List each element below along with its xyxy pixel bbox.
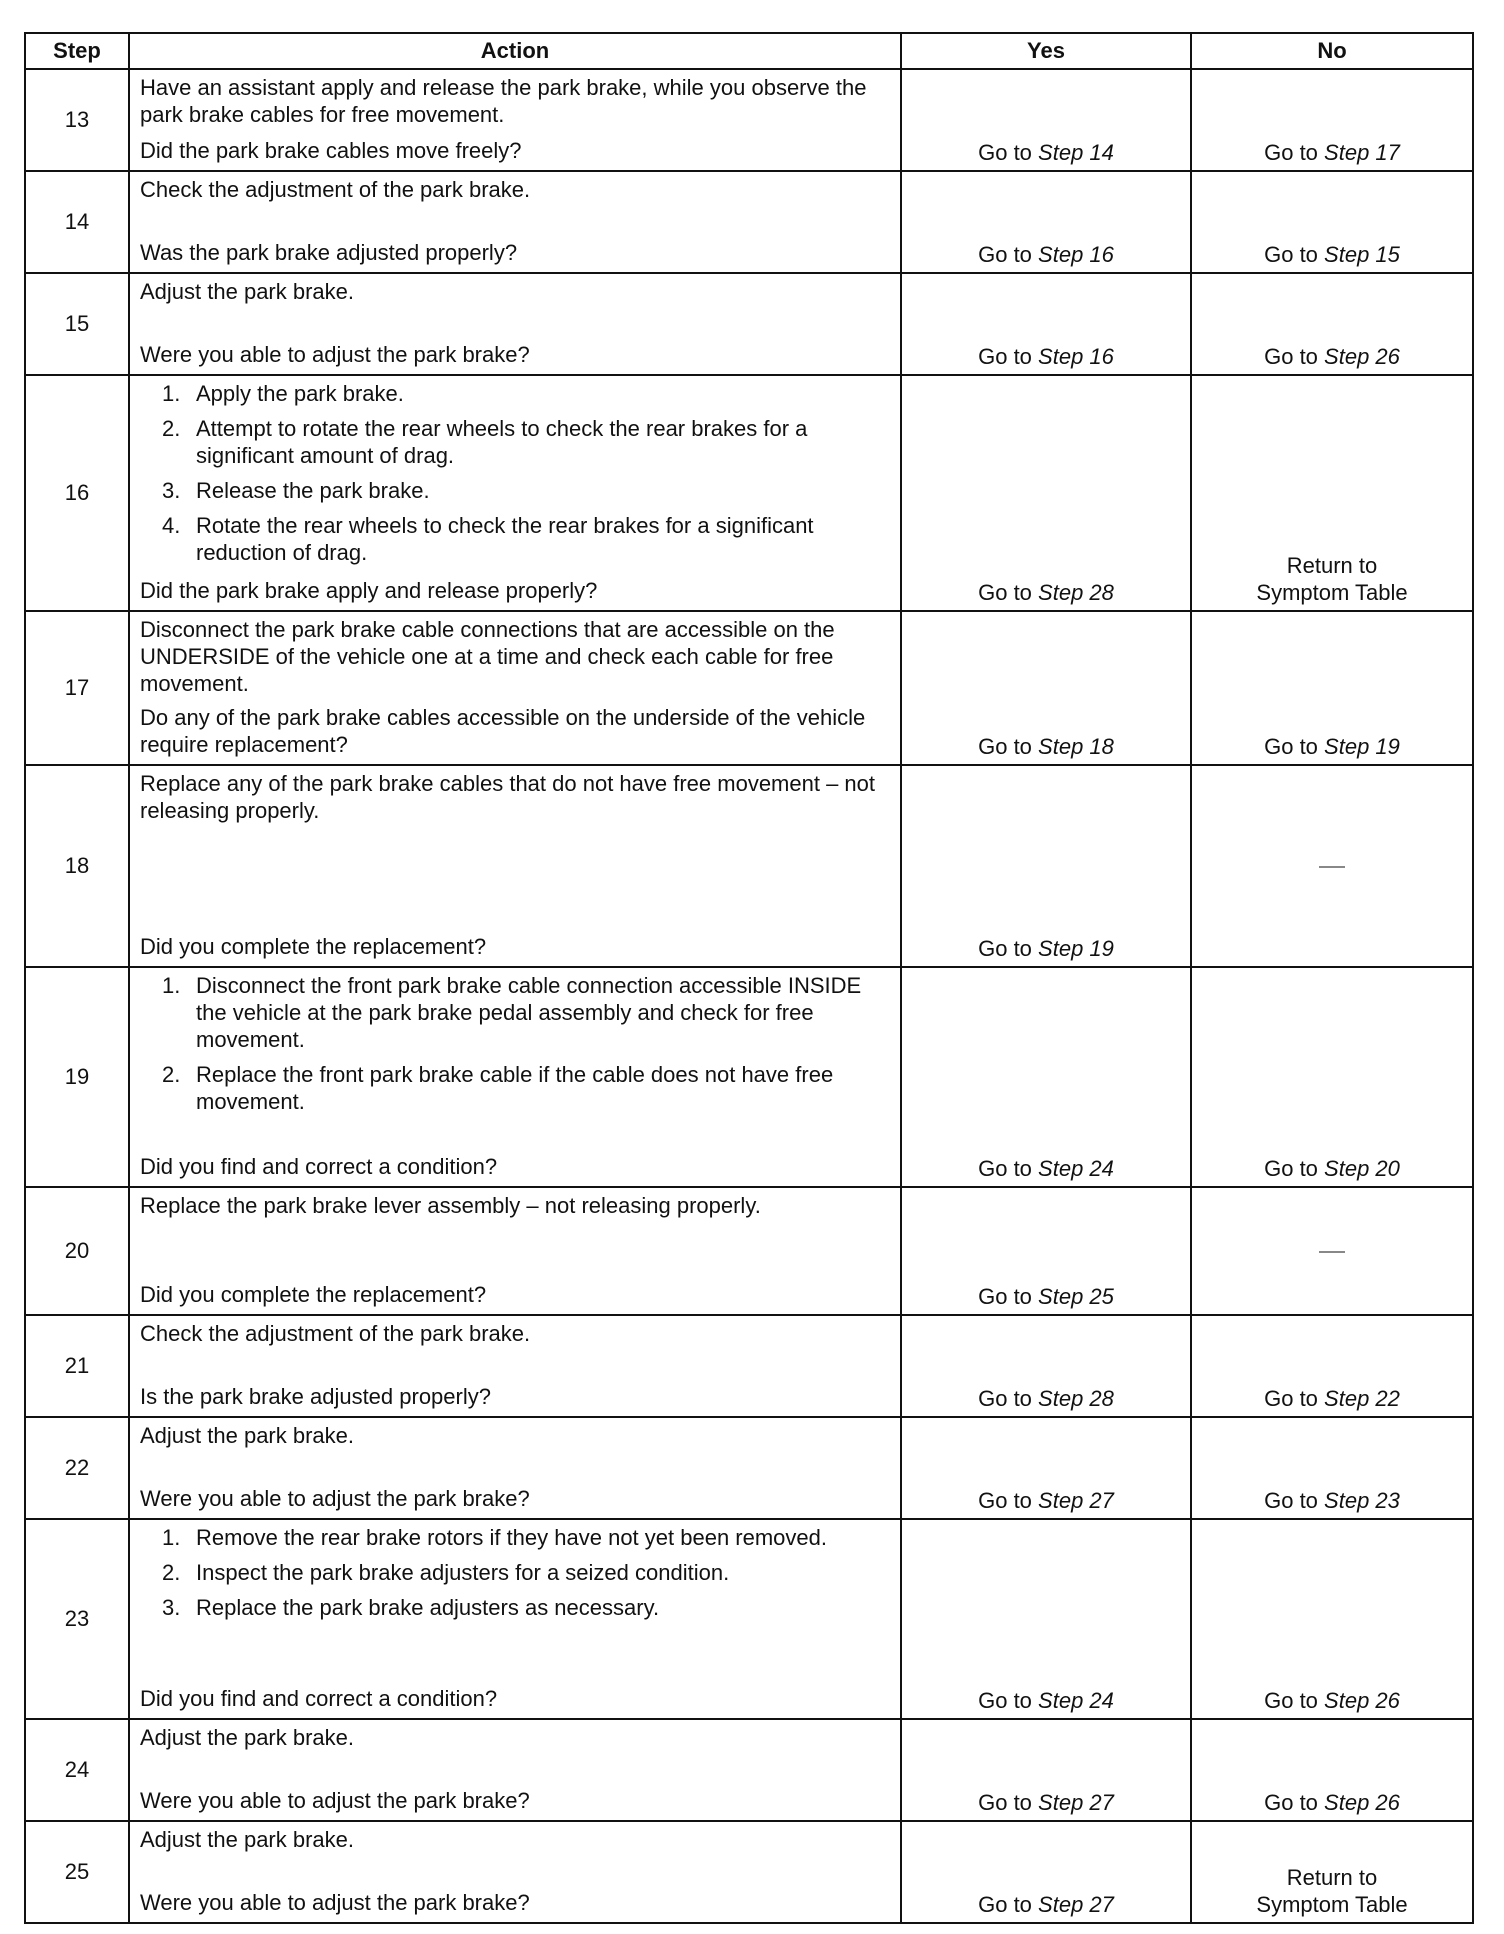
action-question: Were you able to adjust the park brake?: [140, 1788, 530, 1813]
step-number: 15: [25, 273, 129, 375]
step-number: 21: [25, 1315, 129, 1417]
yes-goto-prefix: Go to: [978, 1790, 1032, 1815]
no-goto-prefix: Go to: [1264, 344, 1318, 369]
list-item-text: Replace the park brake adjusters as necessary.: [196, 1595, 660, 1620]
list-item-text: Inspect the park brake adjusters for a seized condition.: [196, 1560, 730, 1585]
yes-result: [901, 1187, 1191, 1315]
list-item: [140, 1061, 890, 1115]
no-result: [1191, 69, 1473, 171]
list-item: [140, 512, 890, 566]
action-question: Did you complete the replacement?: [140, 1282, 487, 1307]
table-row: [25, 765, 1473, 967]
list-item-number: 2.: [162, 416, 181, 441]
action-cell: [129, 1719, 901, 1821]
no-result: [1191, 1519, 1473, 1719]
list-item-text: Release the park brake.: [196, 478, 430, 503]
yes-goto-prefix: Go to: [978, 1284, 1032, 1309]
no-result: [1191, 171, 1473, 273]
header-no: No: [1191, 33, 1473, 69]
action-content: [140, 1524, 890, 1714]
yes-goto-prefix: Go to: [978, 242, 1032, 267]
table-row: [25, 1315, 1473, 1417]
action-instruction: Have an assistant apply and release the park brake, while you observe the park brake cables for free movement.: [140, 75, 867, 127]
no-goto-prefix: Go to: [1264, 1156, 1318, 1181]
no-result: [1191, 1821, 1473, 1923]
step-number: 19: [25, 967, 129, 1187]
list-item: [140, 972, 890, 1053]
action-content: [140, 770, 890, 962]
step-number: 14: [25, 171, 129, 273]
yes-result: [901, 611, 1191, 765]
yes-goto-prefix: Go to: [978, 1386, 1032, 1411]
action-cell: [129, 765, 901, 967]
no-result: [1191, 1315, 1473, 1417]
action-content: [140, 1826, 890, 1918]
yes-result: [901, 171, 1191, 273]
action-cell: [129, 375, 901, 611]
action-instruction: Replace any of the park brake cables that do not have free movement – not releasing properly.: [140, 771, 876, 823]
no-goto-step: Step 23: [1324, 1488, 1400, 1513]
no-result: [1191, 1719, 1473, 1821]
action-instruction: Adjust the park brake.: [140, 1827, 355, 1852]
yes-goto-prefix: Go to: [978, 1156, 1032, 1181]
table-row: [25, 171, 1473, 273]
action-cell: [129, 1821, 901, 1923]
no-goto-step: Step 26: [1324, 344, 1400, 369]
no-goto-prefix: Go to: [1264, 1386, 1318, 1411]
action-content: [140, 972, 890, 1182]
action-instruction: Adjust the park brake.: [140, 279, 355, 304]
list-item: [140, 1559, 890, 1586]
table-row: [25, 1417, 1473, 1519]
table-row: [25, 69, 1473, 171]
no-return-text: Return to Symptom Table: [1256, 1865, 1408, 1917]
yes-goto-prefix: Go to: [978, 734, 1032, 759]
action-steps-list: [140, 1524, 890, 1629]
list-item-number: 1.: [162, 1525, 181, 1550]
yes-goto-step: Step 19: [1038, 936, 1114, 961]
list-item-number: 1.: [162, 973, 181, 998]
table-row: [25, 611, 1473, 765]
list-item-number: 4.: [162, 513, 181, 538]
action-content: [140, 176, 890, 268]
yes-goto-prefix: Go to: [978, 140, 1032, 165]
step-number: 24: [25, 1719, 129, 1821]
yes-result: [901, 1417, 1191, 1519]
yes-goto-step: Step 16: [1038, 344, 1114, 369]
yes-goto-prefix: Go to: [978, 344, 1032, 369]
action-instruction: Adjust the park brake.: [140, 1725, 355, 1750]
no-goto-prefix: Go to: [1264, 734, 1318, 759]
step-number: 17: [25, 611, 129, 765]
action-question: Do any of the park brake cables accessible on the underside of the vehicle require replacement?: [140, 705, 866, 757]
action-question: Was the park brake adjusted properly?: [140, 240, 518, 265]
action-instruction: Adjust the park brake.: [140, 1423, 355, 1448]
action-content: [140, 1192, 890, 1310]
table-row: [25, 1719, 1473, 1821]
list-item-number: 2.: [162, 1062, 181, 1087]
action-cell: [129, 1187, 901, 1315]
yes-goto-prefix: Go to: [978, 1488, 1032, 1513]
not-applicable-dash: [1319, 1251, 1345, 1253]
action-question: Did you find and correct a condition?: [140, 1154, 498, 1179]
table-row: [25, 1519, 1473, 1719]
yes-goto-step: Step 27: [1038, 1892, 1114, 1917]
list-item: [140, 477, 890, 504]
action-question: Were you able to adjust the park brake?: [140, 1890, 530, 1915]
yes-result: [901, 375, 1191, 611]
no-goto-prefix: Go to: [1264, 1488, 1318, 1513]
action-instruction: Disconnect the park brake cable connections that are accessible on the UNDERSIDE of the vehicle one at a time and check each cable for free movement.: [140, 617, 835, 696]
yes-result: [901, 1315, 1191, 1417]
list-item-text: Disconnect the front park brake cable connection accessible INSIDE the vehicle at the park brake pedal assembly and check for free movement.: [196, 973, 862, 1052]
yes-goto-step: Step 24: [1038, 1156, 1114, 1181]
yes-result: [901, 765, 1191, 967]
list-item-text: Attempt to rotate the rear wheels to check the rear brakes for a significant amount of drag.: [196, 416, 808, 468]
table-row: [25, 1187, 1473, 1315]
yes-goto-prefix: Go to: [978, 580, 1032, 605]
no-goto-step: Step 20: [1324, 1156, 1400, 1181]
action-steps-list: [140, 972, 890, 1123]
list-item-number: 3.: [162, 1595, 181, 1620]
yes-goto-prefix: Go to: [978, 1688, 1032, 1713]
no-result: [1191, 765, 1473, 967]
no-result: [1191, 967, 1473, 1187]
action-instruction: Check the adjustment of the park brake.: [140, 177, 531, 202]
action-question: Were you able to adjust the park brake?: [140, 342, 530, 367]
step-number: 20: [25, 1187, 129, 1315]
action-question: Did the park brake apply and release properly?: [140, 578, 598, 603]
no-goto-prefix: Go to: [1264, 1790, 1318, 1815]
header-row: [25, 33, 1473, 69]
list-item-number: 2.: [162, 1560, 181, 1585]
action-steps-list: [140, 380, 890, 574]
step-number: 16: [25, 375, 129, 611]
action-cell: [129, 1417, 901, 1519]
header-yes: Yes: [901, 33, 1191, 69]
no-goto-prefix: Go to: [1264, 242, 1318, 267]
table-row: [25, 273, 1473, 375]
step-number: 13: [25, 69, 129, 171]
action-cell: [129, 69, 901, 171]
step-number: 18: [25, 765, 129, 967]
action-content: [140, 278, 890, 370]
action-question: Did the park brake cables move freely?: [140, 138, 522, 163]
list-item-text: Remove the rear brake rotors if they have not yet been removed.: [196, 1525, 827, 1550]
header-action: Action: [129, 33, 901, 69]
yes-goto-step: Step 18: [1038, 734, 1114, 759]
yes-goto-step: Step 24: [1038, 1688, 1114, 1713]
list-item: [140, 415, 890, 469]
list-item-number: 3.: [162, 478, 181, 503]
no-goto-prefix: Go to: [1264, 140, 1318, 165]
action-cell: [129, 171, 901, 273]
yes-goto-prefix: Go to: [978, 1892, 1032, 1917]
no-return-text: Return to Symptom Table: [1256, 553, 1408, 605]
header-step: Step: [25, 33, 129, 69]
no-goto-step: Step 22: [1324, 1386, 1400, 1411]
action-instruction: Replace the park brake lever assembly – not releasing properly.: [140, 1193, 761, 1218]
action-cell: [129, 1315, 901, 1417]
no-goto-step: Step 17: [1324, 140, 1400, 165]
no-result: [1191, 375, 1473, 611]
list-item-number: 1.: [162, 381, 181, 406]
no-result: [1191, 611, 1473, 765]
yes-goto-step: Step 16: [1038, 242, 1114, 267]
not-applicable-dash: [1319, 866, 1345, 868]
table-row: [25, 967, 1473, 1187]
yes-goto-step: Step 28: [1038, 1386, 1114, 1411]
no-result: [1191, 1417, 1473, 1519]
step-number: 23: [25, 1519, 129, 1719]
yes-result: [901, 69, 1191, 171]
list-item-text: Apply the park brake.: [196, 381, 404, 406]
action-question: Did you complete the replacement?: [140, 934, 487, 959]
list-item: [140, 380, 890, 407]
table-body: [25, 69, 1473, 1923]
action-question: Did you find and correct a condition?: [140, 1686, 498, 1711]
list-item: [140, 1524, 890, 1551]
diagnostic-table: [24, 32, 1474, 1924]
no-goto-prefix: Go to: [1264, 1688, 1318, 1713]
yes-result: [901, 1519, 1191, 1719]
yes-goto-step: Step 14: [1038, 140, 1114, 165]
action-content: [140, 1724, 890, 1816]
yes-result: [901, 1821, 1191, 1923]
yes-goto-prefix: Go to: [978, 936, 1032, 961]
action-content: [140, 1422, 890, 1514]
list-item: [140, 1594, 890, 1621]
action-question: Were you able to adjust the park brake?: [140, 1486, 530, 1511]
no-goto-step: Step 15: [1324, 242, 1400, 267]
no-goto-step: Step 26: [1324, 1790, 1400, 1815]
table-row: [25, 1821, 1473, 1923]
no-result: [1191, 273, 1473, 375]
yes-result: [901, 1719, 1191, 1821]
step-number: 22: [25, 1417, 129, 1519]
table-row: [25, 375, 1473, 611]
action-cell: [129, 967, 901, 1187]
no-goto-step: Step 19: [1324, 734, 1400, 759]
yes-result: [901, 967, 1191, 1187]
yes-goto-step: Step 25: [1038, 1284, 1114, 1309]
action-cell: [129, 1519, 901, 1719]
action-content: [140, 74, 890, 166]
action-instruction: Check the adjustment of the park brake.: [140, 1321, 531, 1346]
action-content: [140, 616, 890, 760]
no-result: [1191, 1187, 1473, 1315]
list-item-text: Rotate the rear wheels to check the rear brakes for a significant reduction of drag.: [196, 513, 814, 565]
yes-goto-step: Step 27: [1038, 1790, 1114, 1815]
step-number: 25: [25, 1821, 129, 1923]
action-cell: [129, 611, 901, 765]
yes-result: [901, 273, 1191, 375]
yes-goto-step: Step 28: [1038, 580, 1114, 605]
list-item-text: Replace the front park brake cable if the cable does not have free movement.: [196, 1062, 834, 1114]
action-question: Is the park brake adjusted properly?: [140, 1384, 491, 1409]
no-goto-step: Step 26: [1324, 1688, 1400, 1713]
yes-goto-step: Step 27: [1038, 1488, 1114, 1513]
action-content: [140, 380, 890, 606]
action-content: [140, 1320, 890, 1412]
action-cell: [129, 273, 901, 375]
